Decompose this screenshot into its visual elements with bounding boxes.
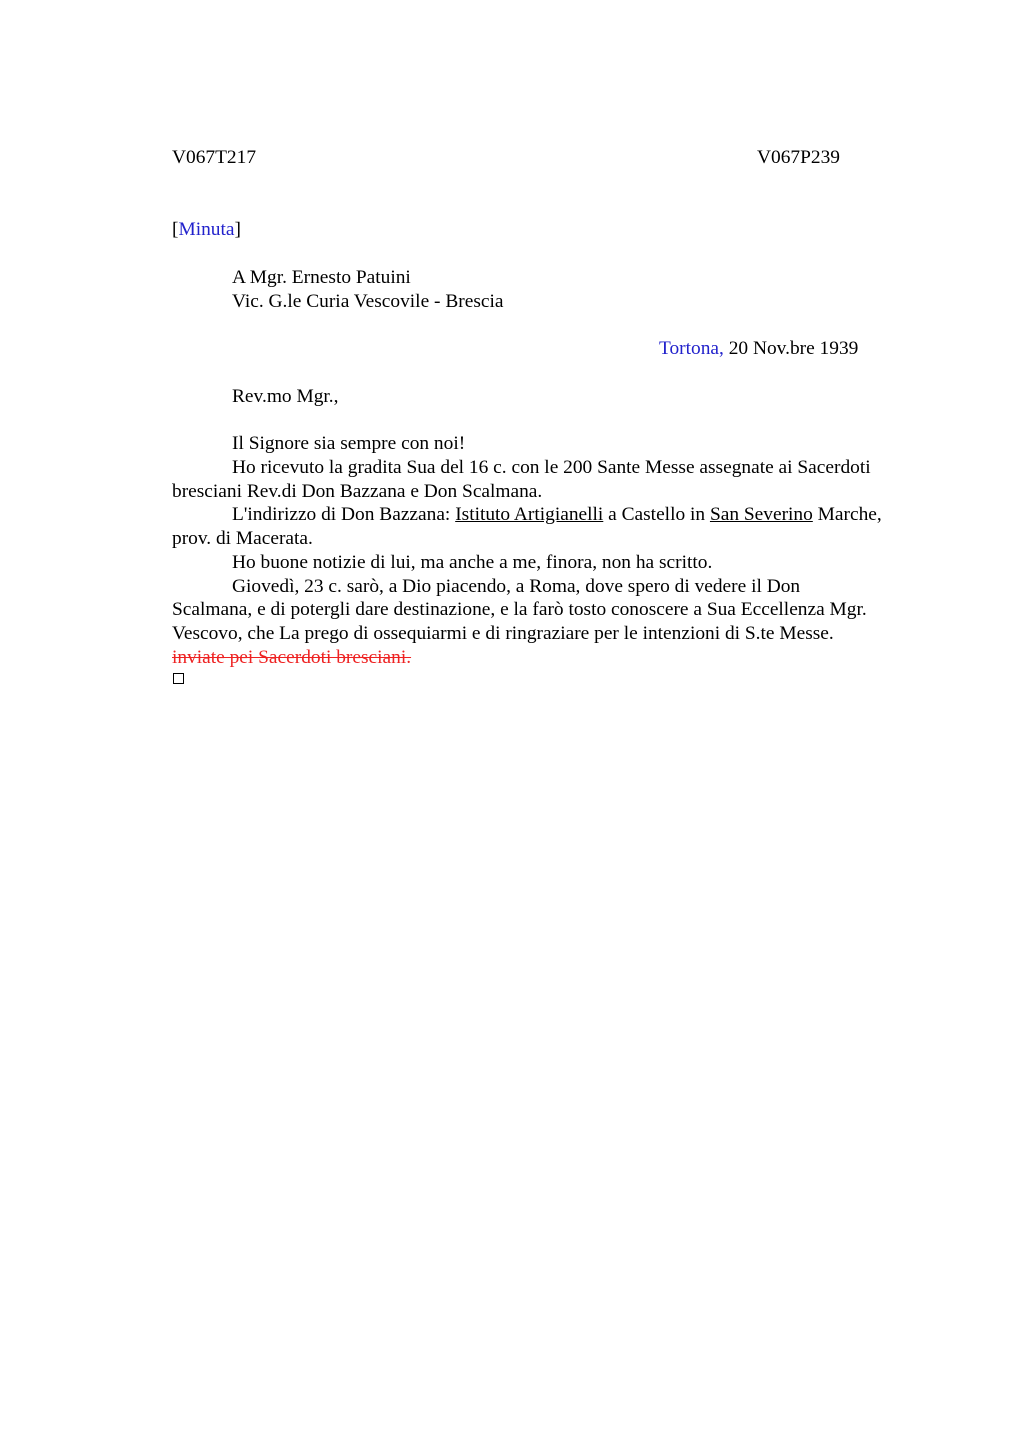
address-intro: L'indirizzo di Don Bazzana: [232, 504, 456, 525]
paragraph-2-line-2: prov. di Macerata. [172, 528, 313, 549]
minuta-text: Minuta [178, 219, 235, 240]
dateline-place: Tortona, [659, 338, 724, 359]
paragraph-1-line-1: Ho ricevuto la gradita Sua del 16 c. con le 200 Sante Messe assegnate ai Sacerdoti [232, 457, 871, 478]
paragraph-1-line-2: bresciani Rev.di Don Bazzana e Don Scalmana. [172, 481, 543, 502]
town-name: San Severino [709, 504, 813, 525]
left-archive-code: V067T217 [172, 147, 257, 168]
address-end: Marche, [812, 504, 882, 525]
greeting: Il Signore sia sempre con noi! [232, 433, 466, 454]
recipient-name: A Mgr. Ernesto Patuini [232, 267, 411, 288]
recipient-address: Vic. G.le Curia Vescovile - Brescia [232, 291, 504, 312]
right-archive-code: V067P239 [757, 147, 840, 168]
paragraph-4-line-1: Giovedì, 23 c. sarò, a Dio piacendo, a Roma, dove spero di vedere il Don [232, 576, 801, 597]
open-bracket: [ [172, 219, 179, 240]
empty-square-marker [173, 673, 184, 684]
salutation: Rev.mo Mgr., [232, 386, 339, 407]
paragraph-2-line-1 [232, 503, 882, 527]
struck-through-text: inviate pei Sacerdoti bresciani. [172, 647, 412, 668]
draft-label [172, 218, 241, 242]
paragraph-3: Ho buone notizie di lui, ma anche a me, finora, non ha scritto. [232, 552, 713, 573]
paragraph-4-line-3: Vescovo, che La prego di ossequiarmi e di ringraziare per le intenzioni di S.te Messe. [172, 623, 834, 644]
dateline [659, 337, 858, 361]
institute-name: Istituto Artigianelli [455, 504, 604, 525]
address-mid: a Castello in [603, 504, 710, 525]
dateline-date: 20 Nov.bre 1939 [723, 338, 859, 359]
close-bracket: ] [234, 219, 241, 240]
paragraph-4-line-2: Scalmana, e di potergli dare destinazione, e la farò tosto conoscere a Sua Eccellenza Mgr. [172, 599, 867, 620]
